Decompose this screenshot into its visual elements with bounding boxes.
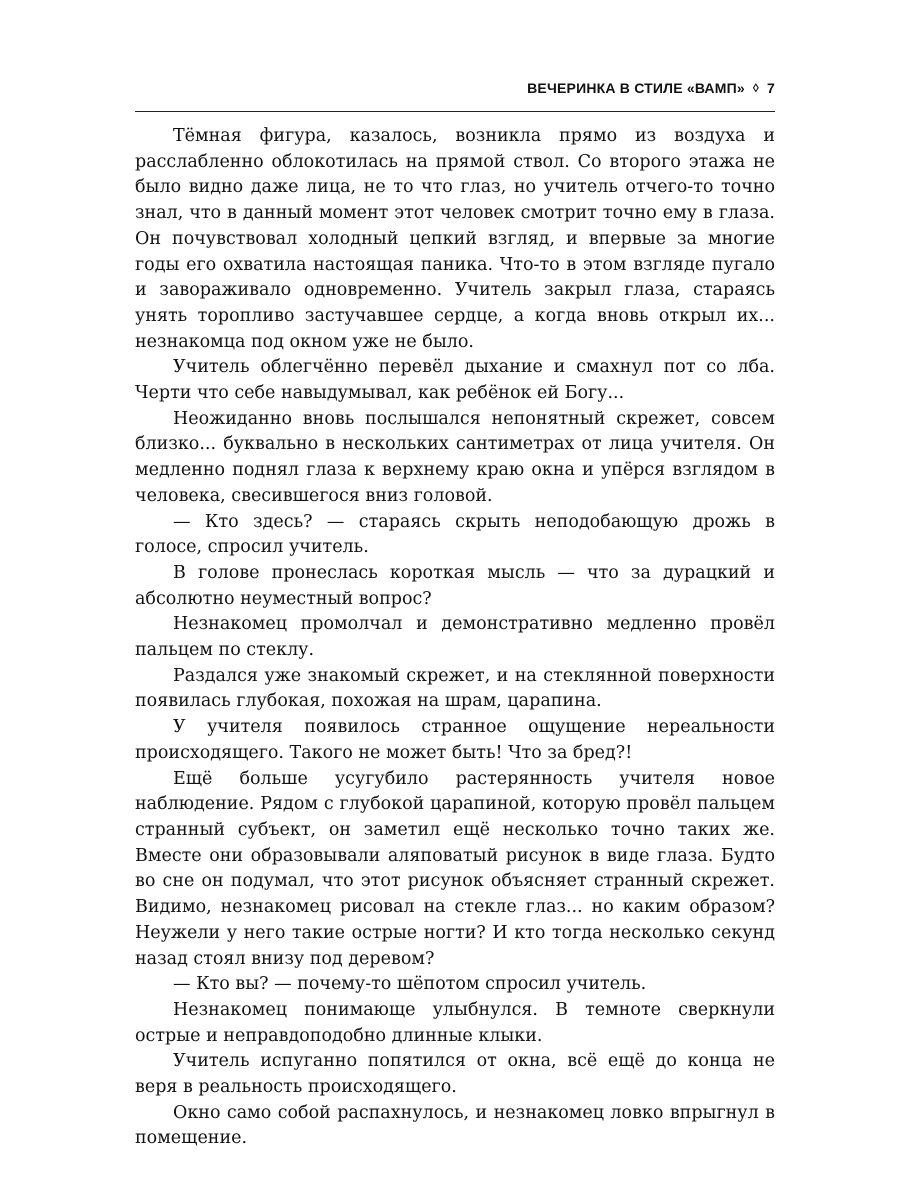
paragraph: Окно само собой распахнулось, и незнакомец ловко впрыгнул в помещение. (135, 1102, 775, 1149)
paragraph: Незнакомец промолчал и демонстративно медленно провёл пальцем по стеклу. (135, 614, 775, 661)
paragraph: Неожиданно вновь послышался непонятный скрежет, совсем близко... буквально в нескольких сантиметрах от лица учителя. Он медленно поднял глаза к верхнему краю окна и упёрся взглядом в человека, свесившегося вниз головой. (135, 408, 775, 506)
paragraph: Тёмная фигура, казалось, возникла прямо из воздуха и расслабленно облокотилась на прямой ствол. Со второго этажа не было видно даже лица, не то что глаз, но учитель отчего-то точно знал, что в данный момент этот человек смотрит точно ему в глаза. Он почувствовал холодный цепкий взгляд, и впервые за многие годы его охватила настоящая паника. Что-то в этом взгляде пугало и завораживало одновременно. Учитель закрыл глаза, стараясь унять торопливо застучавшее сердце, а когда вновь открыл их... незнакомца под окном уже не было. (135, 126, 775, 352)
diamond-icon: ◊ (752, 81, 759, 95)
paragraph: Учитель облегчённо перевёл дыхание и смахнул пот со лба. Черти что себе навыдумывал, как ребёнок ей Богу... (135, 357, 775, 404)
paragraph: У учителя появилось странное ощущение нереальности происходящего. Такого не может быть! Что за бред?! (135, 717, 775, 763)
header-rule (135, 111, 775, 112)
paragraph: — Кто здесь? — стараясь скрыть неподобающую дрожь в голосе, спросил учитель. (135, 511, 775, 558)
paragraph: Ещё больше усугубило растерянность учителя новое наблюдение. Рядом с глубокой царапиной, которую провёл пальцем странный субъект, он заметил ещё несколько точно таких же. Вместе они образовывали аляповатый рисунок в виде глаза. Будто во сне он подумал, что этот рисунок объясняет странный скрежет. Видимо, незнакомец рисовал на стекле глаз... но каким образом? Неужели у него такие острые ногти? И кто тогда несколько секунд назад стоял внизу под деревом? (135, 768, 775, 969)
paragraph: — Кто вы? — почему-то шёпотом спросил учитель. (173, 974, 647, 995)
paragraph: Незнакомец понимающе улыбнулся. В темноте сверкнули острые и неправдоподобно длинные клыки. (135, 999, 775, 1046)
body-text (135, 124, 775, 1152)
running-title: ВЕЧЕРИНКА В СТИЛЕ «ВАМП» (527, 80, 745, 96)
paragraph: В голове пронеслась короткая мысль — что за дурацкий и абсолютно неуместный вопрос? (135, 562, 775, 609)
running-header (135, 80, 775, 96)
page-number: 7 (767, 80, 775, 96)
paragraph: Раздался уже знакомый скрежет, и на стеклянной поверхности появилась глубокая, похожая на шрам, царапина. (135, 665, 775, 712)
paragraph: Учитель испуганно попятился от окна, всё ещё до конца не веря в реальность происходящего. (135, 1051, 775, 1098)
